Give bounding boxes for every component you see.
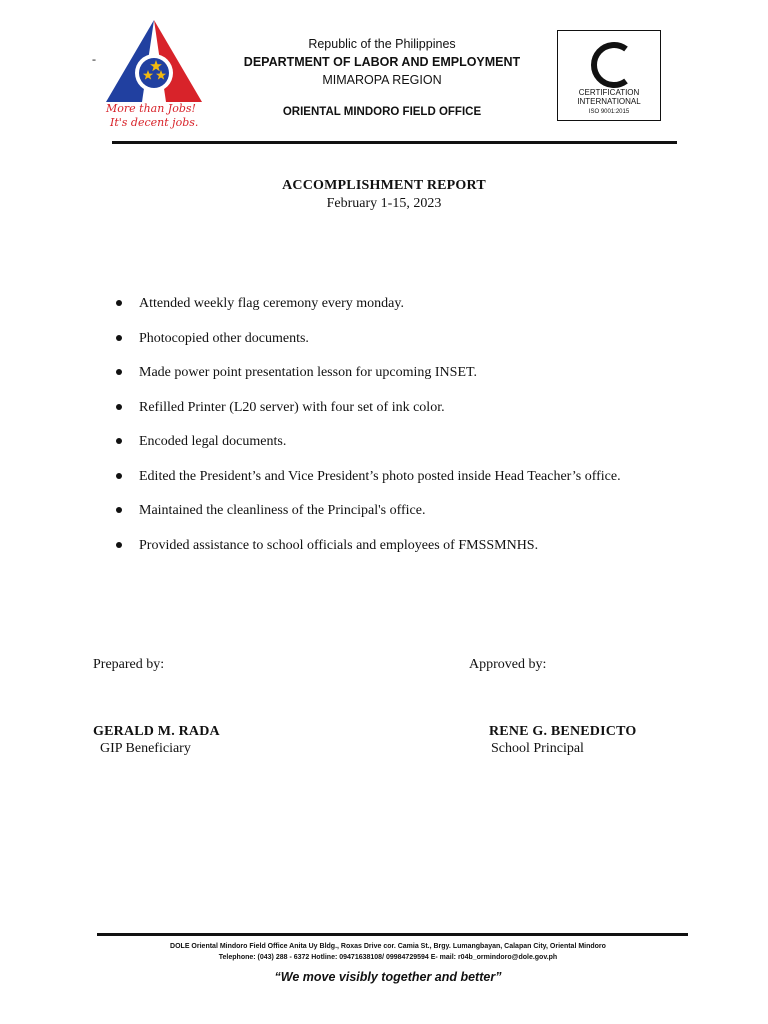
task-text: Encoded legal documents. <box>139 434 287 449</box>
logo-tagline-1: More than Jobs! <box>106 102 196 115</box>
preparer-title: GIP Beneficiary <box>100 741 191 756</box>
footer-address: DOLE Oriental Mindoro Field Office Anita Uy Bldg., Roxas Drive cor. Camia St., Brgy. Lumangbayan, Calapan City, Oriental Mindoro <box>170 943 606 950</box>
task-text: Attended weekly flag ceremony every monday. <box>139 296 404 311</box>
approver-title: School Principal <box>491 741 584 756</box>
task-item <box>112 538 672 554</box>
task-text: Edited the President’s and Vice President’s photo posted inside Head Teacher’s office. <box>139 468 621 484</box>
task-text: Provided assistance to school officials and employees of FMSSMNHS. <box>139 537 539 553</box>
task-item <box>112 296 672 312</box>
header-office: ORIENTAL MINDORO FIELD OFFICE <box>282 106 482 118</box>
task-item <box>112 400 672 416</box>
header-dash: - <box>92 52 96 66</box>
bullet-icon <box>116 404 122 410</box>
iso-certification-badge <box>557 30 661 121</box>
certification-line-2: INTERNATIONAL <box>577 97 641 106</box>
prepared-by-label: Prepared by: <box>93 657 165 672</box>
certification-line-1: CERTIFICATION <box>578 88 640 97</box>
task-item <box>112 434 672 450</box>
task-item <box>112 503 672 519</box>
task-list <box>112 296 672 572</box>
approver-name: RENE G. BENEDICTO <box>489 724 637 739</box>
bullet-icon <box>116 300 122 306</box>
report-title: ACCOMPLISHMENT REPORT <box>282 178 486 193</box>
header-department: DEPARTMENT OF LABOR AND EMPLOYMENT <box>243 55 521 69</box>
header-republic: Republic of the Philippines <box>308 37 456 51</box>
header-divider <box>112 141 677 144</box>
task-text: Made power point presentation lesson for upcoming INSET. <box>139 365 478 380</box>
certification-mark <box>558 31 660 120</box>
approved-by-label: Approved by: <box>469 657 547 672</box>
certification-arc-icon <box>594 45 626 85</box>
footer-contact: Telephone: (043) 288 - 6372 Hotline: 09471638108/ 09984729594 E- mail: r04b_ormindoro@dole.gov.ph <box>218 954 558 961</box>
header-region: MIMAROPA REGION <box>322 73 442 87</box>
logo-tagline-2: It's decent jobs. <box>110 116 199 129</box>
footer-tagline: “We move visibly together and better” <box>274 970 502 984</box>
task-item <box>112 331 672 347</box>
bullet-icon <box>116 507 122 513</box>
bullet-icon <box>116 542 122 548</box>
task-item <box>112 365 672 381</box>
report-period: February 1-15, 2023 <box>326 196 442 211</box>
task-text: Photocopied other documents. <box>139 330 309 346</box>
task-item <box>112 469 672 485</box>
preparer-name: GERALD M. RADA <box>93 724 220 739</box>
task-text: Refilled Printer (L20 server) with four set of ink color. <box>139 399 445 415</box>
bullet-icon <box>116 335 122 341</box>
bullet-icon <box>116 438 122 444</box>
bullet-icon <box>116 473 122 479</box>
task-text: Maintained the cleanliness of the Principal's office. <box>139 503 426 518</box>
footer-divider <box>97 933 688 936</box>
certification-iso: ISO 9001:2015 <box>588 109 630 115</box>
bullet-icon <box>116 369 122 375</box>
